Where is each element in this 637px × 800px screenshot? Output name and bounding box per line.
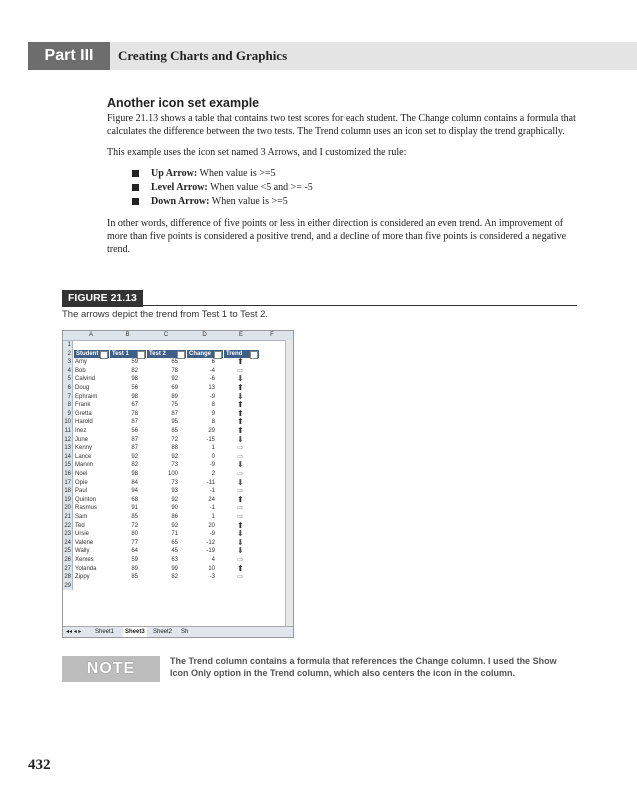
bullet-icon xyxy=(132,170,139,177)
student-cell: Inez xyxy=(75,428,87,434)
change-cell: 9 xyxy=(211,410,215,417)
header-cell: Test 1 xyxy=(110,350,146,359)
row-number: 7 xyxy=(63,393,73,402)
trend-up-arrow-icon: ⬆ xyxy=(237,408,244,418)
row-number: 16 xyxy=(64,471,71,477)
change-cell: 6 xyxy=(211,359,215,366)
row-number: 15 xyxy=(64,462,71,469)
test2-cell: 82 xyxy=(171,574,178,581)
test1-cell: 56 xyxy=(131,428,138,434)
row-number: 10 xyxy=(64,419,71,426)
test1-cell: 98 xyxy=(131,471,138,477)
table-row xyxy=(63,410,285,419)
figure-label: FIGURE 21.13 xyxy=(62,290,143,307)
table-row xyxy=(63,418,285,427)
bullet-icon xyxy=(132,184,139,191)
chapter-title: Creating Charts and Graphics xyxy=(118,48,288,63)
student-cell: Marvin xyxy=(75,462,94,469)
change-cell: 24 xyxy=(208,496,215,503)
change-cell: 13 xyxy=(208,385,215,391)
test1-cell: 98 xyxy=(131,376,138,383)
paragraph-1: Figure 21.13 shows a table that contains two test scores for each student. The Change column contains a formula that calculates the difference between the two tests. The Trend column uses an icon set to display the trend graphically. xyxy=(107,113,576,137)
row-number: 12 xyxy=(64,436,71,443)
table-row xyxy=(63,539,285,548)
header-cell: Test 2 xyxy=(147,350,186,359)
trend-level-arrow-icon: ⇨ xyxy=(237,451,244,461)
table-row xyxy=(63,444,285,453)
rule-list xyxy=(107,167,577,209)
rule-term: Up Arrow: xyxy=(151,168,198,179)
trend-up-arrow-icon: ⬆ xyxy=(237,400,244,410)
student-cell: Bob xyxy=(75,367,86,374)
trend-up-arrow-icon: ⬆ xyxy=(237,383,244,392)
trend-level-arrow-icon: ⇨ xyxy=(237,365,244,375)
table-row xyxy=(63,496,285,505)
student-cell: June xyxy=(75,436,89,443)
table-row xyxy=(63,393,285,402)
sheet-tab-bar xyxy=(63,626,293,637)
trend-down-arrow-icon: ⬇ xyxy=(237,537,244,547)
figure-caption: The arrows depict the trend from Test 1 to Test 2. xyxy=(62,309,269,320)
test1-cell: 77 xyxy=(131,539,138,546)
rule-item xyxy=(107,181,577,195)
row-number: 6 xyxy=(63,384,73,393)
tab-nav-arrows-icon: ◂◂ ◂ ▸ xyxy=(66,629,82,635)
table-row xyxy=(63,556,285,565)
trend-down-arrow-icon: ⬇ xyxy=(237,477,244,487)
table-row xyxy=(63,436,285,445)
chapter-bar xyxy=(110,42,637,70)
test1-cell: 78 xyxy=(131,410,138,417)
row-number: 28 xyxy=(64,574,71,581)
test2-cell: 92 xyxy=(171,453,178,460)
student-cell: Ted xyxy=(75,522,85,529)
table-row xyxy=(63,375,285,384)
change-cell: -9 xyxy=(209,462,215,469)
trend-down-arrow-icon: ⬇ xyxy=(237,374,244,384)
change-cell: -9 xyxy=(209,393,215,400)
row-number: 24 xyxy=(64,539,71,546)
rule-term: Level Arrow: xyxy=(151,182,208,193)
trend-down-arrow-icon: ⬇ xyxy=(237,529,244,539)
paragraph-2: This example uses the icon set named 3 Arrows, and I customized the rule: xyxy=(107,147,407,158)
student-cell: Rasmus xyxy=(75,505,98,512)
column-letter: B xyxy=(125,332,130,338)
test2-cell: 73 xyxy=(171,462,178,469)
table-row xyxy=(63,513,285,522)
trend-down-arrow-icon: ⬇ xyxy=(237,546,244,556)
trend-down-arrow-icon: ⬇ xyxy=(237,434,244,444)
change-cell: 20 xyxy=(208,522,215,529)
test2-cell: 71 xyxy=(171,531,178,538)
test2-cell: 69 xyxy=(171,385,178,391)
student-cell: Ephraim xyxy=(75,393,98,400)
table-row xyxy=(63,350,285,359)
test2-cell: 100 xyxy=(167,471,178,477)
student-cell: Zippy xyxy=(75,574,90,581)
test1-cell: 82 xyxy=(131,462,138,469)
trend-level-arrow-icon: ⇨ xyxy=(237,443,244,453)
rule-item xyxy=(107,195,577,209)
table-row xyxy=(63,427,285,436)
test2-cell: 78 xyxy=(171,367,178,374)
sheet-tab[interactable]: Sheet2 xyxy=(153,629,173,635)
trend-up-arrow-icon: ⬆ xyxy=(237,520,244,530)
test1-cell: 68 xyxy=(131,496,138,503)
test1-cell: 85 xyxy=(131,514,138,520)
row-number: 23 xyxy=(64,531,71,538)
student-cell: Noel xyxy=(75,471,88,477)
test2-cell: 99 xyxy=(171,565,178,572)
row-number: 22 xyxy=(64,522,71,529)
student-cell: Quinton xyxy=(75,496,97,503)
table-row xyxy=(63,341,285,350)
student-cell: Ursie xyxy=(75,531,90,538)
student-cell: Sam xyxy=(75,514,88,520)
change-cell: 8 xyxy=(211,419,215,426)
rule-text: When value <5 and >= -5 xyxy=(207,182,313,193)
rule-item xyxy=(107,167,577,181)
change-cell: -3 xyxy=(209,574,215,581)
table-row xyxy=(63,582,285,591)
trend-level-arrow-icon: ⇨ xyxy=(237,512,244,521)
trend-level-arrow-icon: ⇨ xyxy=(237,555,244,564)
rule-text: When value is >=5 xyxy=(209,196,288,207)
test2-cell: 95 xyxy=(171,419,178,426)
column-header-bar xyxy=(63,331,293,341)
test2-cell: 87 xyxy=(171,410,178,417)
student-cell: Harold xyxy=(75,419,93,426)
trend-down-arrow-icon: ⬇ xyxy=(237,460,244,470)
test1-cell: 56 xyxy=(131,385,138,391)
change-cell: -11 xyxy=(206,479,215,486)
change-cell: 10 xyxy=(208,565,215,572)
test2-cell: 89 xyxy=(171,393,178,400)
trend-down-arrow-icon: ⬇ xyxy=(237,391,244,401)
row-number: 11 xyxy=(64,428,71,434)
figure-label-bar xyxy=(62,288,577,306)
table-row xyxy=(63,547,285,556)
change-cell: -1 xyxy=(209,488,215,495)
change-cell: -6 xyxy=(209,376,215,383)
change-cell: 1 xyxy=(211,445,215,452)
test1-cell: 59 xyxy=(131,359,138,366)
row-number: 1 xyxy=(63,341,73,350)
table-row xyxy=(63,358,285,367)
student-cell: Lance xyxy=(75,453,92,460)
trend-up-arrow-icon: ⬆ xyxy=(237,417,244,427)
change-cell: 2 xyxy=(211,471,215,477)
sheet-tab[interactable]: Sheet1 xyxy=(95,629,115,635)
test2-cell: 72 xyxy=(171,436,178,443)
test1-cell: 94 xyxy=(131,488,138,495)
trend-level-arrow-icon: ⇨ xyxy=(237,486,244,496)
page-number: 432 xyxy=(28,757,51,773)
test2-cell: 73 xyxy=(171,479,178,486)
table-row xyxy=(63,401,285,410)
change-cell: -9 xyxy=(209,531,215,538)
table-row xyxy=(63,573,285,582)
trend-up-arrow-icon: ⬆ xyxy=(237,563,244,573)
test1-cell: 80 xyxy=(131,531,138,538)
test1-cell: 84 xyxy=(131,479,138,486)
spreadsheet-screenshot xyxy=(62,330,294,638)
row-number: 20 xyxy=(64,505,71,512)
rule-term: Down Arrow: xyxy=(151,196,210,207)
test1-cell: 85 xyxy=(131,574,138,581)
row-number: 26 xyxy=(64,557,71,563)
test1-cell: 98 xyxy=(131,393,138,400)
column-letter: F xyxy=(270,332,274,338)
page-header xyxy=(0,42,637,70)
test1-cell: 87 xyxy=(131,445,138,452)
rule-text: When value is >=5 xyxy=(197,168,276,179)
table-row xyxy=(63,522,285,531)
row-number: 19 xyxy=(64,496,71,503)
test2-cell: 85 xyxy=(171,428,178,434)
change-cell: 0 xyxy=(211,453,215,460)
student-cell: Frank xyxy=(75,402,91,409)
vertical-scrollbar xyxy=(285,340,293,627)
student-cell: Wally xyxy=(75,548,90,555)
student-cell: Opie xyxy=(75,479,88,486)
part-label: Part III xyxy=(28,42,110,70)
row-number: 3 xyxy=(63,358,73,367)
student-cell: Yolanda xyxy=(75,565,97,572)
change-cell: 4 xyxy=(211,557,215,563)
test2-cell: 63 xyxy=(171,557,178,563)
row-number: 18 xyxy=(64,488,71,495)
note-badge: NOTE xyxy=(62,656,160,682)
test2-cell: 86 xyxy=(171,514,178,520)
trend-up-arrow-icon: ⬆ xyxy=(237,494,244,504)
student-cell: Gretta xyxy=(75,410,92,417)
test1-cell: 72 xyxy=(131,522,138,529)
row-number: 17 xyxy=(64,479,71,486)
row-number: 14 xyxy=(64,453,71,460)
row-number: 5 xyxy=(63,375,73,384)
test1-cell: 82 xyxy=(131,367,138,374)
student-cell: Valerie xyxy=(75,539,94,546)
trend-up-arrow-icon: ⬆ xyxy=(237,357,244,367)
header-cell: Trend xyxy=(224,350,259,359)
student-cell: Xerxes xyxy=(75,557,94,563)
change-cell: -15 xyxy=(206,436,215,443)
note-text: The Trend column contains a formula that references the Change column. I used the Show Icon Only option in the Trend column, which also centers the icon in the column. xyxy=(170,656,557,678)
test1-cell: 91 xyxy=(131,505,138,512)
table-row xyxy=(63,479,285,488)
test2-cell: 75 xyxy=(171,402,178,409)
row-number: 27 xyxy=(64,565,71,572)
test1-cell: 67 xyxy=(131,402,138,409)
header-cell: Student xyxy=(74,350,109,359)
row-number: 21 xyxy=(64,514,71,520)
student-cell: Doug xyxy=(75,385,90,391)
column-letter: C xyxy=(163,332,169,338)
section-heading: Another icon set example xyxy=(107,96,260,110)
row-number: 4 xyxy=(63,367,73,376)
test2-cell: 93 xyxy=(171,488,178,495)
change-cell: -4 xyxy=(209,367,215,374)
column-letter: A xyxy=(88,332,93,338)
change-cell: -19 xyxy=(206,548,215,555)
trend-up-arrow-icon: ⬆ xyxy=(237,426,244,435)
change-cell: 1 xyxy=(211,514,215,520)
student-cell: Calvind xyxy=(75,376,96,383)
column-letter: D xyxy=(202,332,207,338)
test2-cell: 90 xyxy=(171,505,178,512)
change-cell: 29 xyxy=(208,428,215,434)
table-row xyxy=(63,470,285,479)
change-cell: -12 xyxy=(206,539,215,546)
table-row xyxy=(63,487,285,496)
change-cell: 8 xyxy=(211,402,215,409)
section-content xyxy=(107,96,577,264)
student-cell: Kenny xyxy=(75,445,93,452)
test2-cell: 92 xyxy=(171,522,178,529)
test2-cell: 45 xyxy=(171,548,178,555)
row-number: 8 xyxy=(63,401,73,410)
test2-cell: 65 xyxy=(171,359,178,366)
sheet-tab[interactable]: Sh xyxy=(181,629,189,635)
test2-cell: 92 xyxy=(171,496,178,503)
test2-cell: 65 xyxy=(171,539,178,546)
test2-cell: 88 xyxy=(171,445,178,452)
header-cell: Change xyxy=(187,350,223,359)
row-number: 13 xyxy=(64,445,71,452)
table-row xyxy=(63,367,285,376)
test2-cell: 92 xyxy=(171,376,178,383)
bullet-icon xyxy=(132,198,139,205)
table-row xyxy=(63,530,285,539)
test1-cell: 59 xyxy=(131,557,138,563)
change-cell: -1 xyxy=(209,505,215,512)
table-row xyxy=(63,461,285,470)
test1-cell: 87 xyxy=(131,419,138,426)
test1-cell: 92 xyxy=(131,453,138,460)
table-row xyxy=(63,453,285,462)
sheet-tab[interactable]: Sheet3 xyxy=(125,629,145,635)
test1-cell: 89 xyxy=(131,565,138,572)
column-letter: E xyxy=(238,332,243,338)
trend-level-arrow-icon: ⇨ xyxy=(237,572,244,582)
row-number: 9 xyxy=(63,410,73,419)
table-row xyxy=(63,384,285,393)
row-number: 2 xyxy=(63,350,73,359)
row-number: 25 xyxy=(64,548,71,555)
test1-cell: 64 xyxy=(131,548,138,555)
student-cell: Paul xyxy=(75,488,88,495)
paragraph-3: In other words, difference of five points or less in either direction is considered an even trend. An improvement of more than five points is considered a positive trend, and a decline of more than five points is considered a negative trend. xyxy=(107,218,567,255)
table-row xyxy=(63,504,285,513)
test1-cell: 87 xyxy=(131,436,138,443)
student-cell: Amy xyxy=(75,359,87,366)
row-number: 29 xyxy=(64,582,71,589)
trend-level-arrow-icon: ⇨ xyxy=(237,469,244,478)
table-row xyxy=(63,565,285,574)
trend-level-arrow-icon: ⇨ xyxy=(237,503,244,513)
